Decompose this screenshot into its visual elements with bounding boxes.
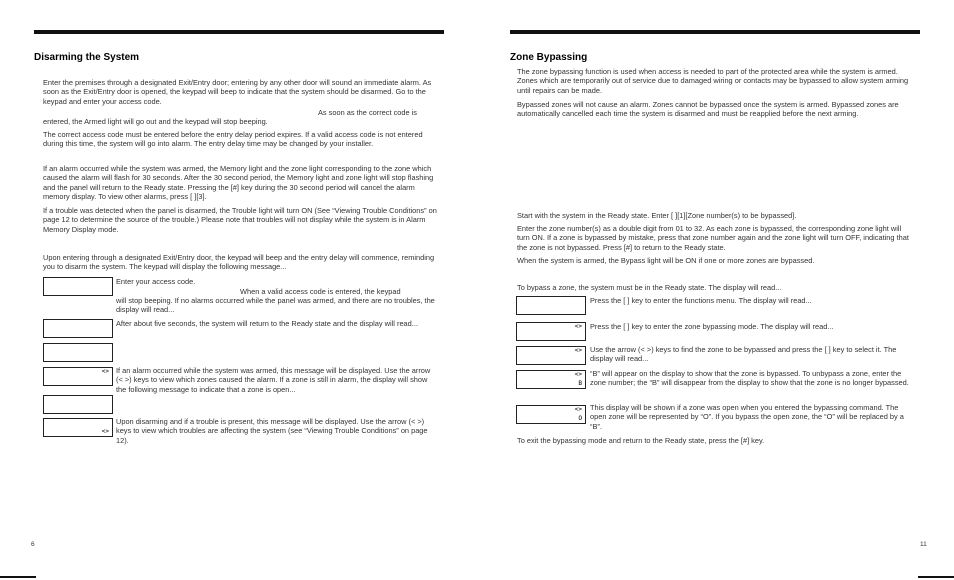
display-line [46,295,110,296]
display-line [519,388,583,389]
keypad-display [43,343,113,362]
open-flag: O [578,414,582,422]
display-line [46,385,110,386]
paragraph: If an alarm occurred while the system was armed, this message will be displayed. Use the arrow (< >) keys to view which zones caused the alarm. If a zone is still in alarm, the display will show the following message to indicate that a zone is open... [116,366,431,394]
paragraph: If a trouble was detected when the panel is disarmed, the Trouble light will turn ON (See “Viewing Trouble Conditions” on page 12 to determine the source of the trouble.) Please note that troubles will not display while the system is in Alarm Memory Display mode. [43,206,437,234]
paragraph: After about five seconds, the system will return to the Ready state and the display will read... [116,319,418,328]
page-number: 6 [31,541,35,548]
paragraph: To bypass a zone, the system must be in the Ready state. The display will read... [517,283,782,292]
paragraph: entered, the Armed light will go out and the keypad will stop beeping. [43,117,268,126]
keypad-display [516,370,586,389]
top-rule [34,30,444,34]
keypad-display [43,277,113,296]
page-number: 11 [920,541,927,548]
arrow-indicator: <> [574,406,582,413]
display-line [46,361,110,362]
keypad-display [516,296,586,315]
paragraph: Start with the system in the Ready state. Enter [ ][1][Zone number(s) to be bypassed]. [517,211,797,220]
display-line [519,364,583,365]
paragraph: Bypassed zones will not cause an alarm. Zones cannot be bypassed once the system is armed. Bypassed zones are automatically cancelled each time the system is disarmed and must be reapplied before the next arming. [517,100,899,119]
right-page [477,0,954,580]
keypad-display [43,418,113,437]
paragraph: If an alarm occurred while the system was armed, the Memory light and the zone light corresponding to the zone which caused the alarm will flash for 30 seconds. After the 30 second period, the Memory light and zone light will stop flashing and the panel will return to the Ready state. Pressing the [#] key during the 30 second period will cancel the alarm memory display. To view other alarms, press [ ][3]. [43,164,434,201]
top-rule [510,30,920,34]
paragraph: Upon disarming and if a trouble is present, this message will be displayed. Use the arrow (< >) keys to view which troubles are affecting the system (see “Viewing Trouble Conditions” on page 12). [116,417,428,445]
display-line [46,436,110,437]
keypad-display [43,367,113,386]
paragraph: This display will be shown if a zone was open when you entered the bypassing command. The open zone will be represented by “O”. If you bypass the open zone, the “O” will be replaced by a “B”. [590,403,904,431]
keypad-display [43,319,113,338]
display-line [46,337,110,338]
section-heading: Disarming the System [34,52,140,63]
arrow-indicator: <> [574,371,582,378]
paragraph: Use the arrow (< >) keys to find the zone to be bypassed and press the [ ] key to select it. The display will read... [590,345,897,364]
keypad-display [516,405,586,424]
display-line [519,340,583,341]
paragraph: When the system is armed, the Bypass light will be ON if one or more zones are bypassed. [517,256,815,265]
footer-rule [0,576,36,578]
keypad-display [516,322,586,341]
paragraph: “B” will appear on the display to show that the zone is bypassed. To unbypass a zone, enter the zone number; the “B” will disappear from the display to show that the zone is no longer bypassed. [590,369,909,388]
arrow-indicator: <> [101,427,109,435]
arrow-indicator: <> [574,323,582,330]
arrow-indicator: <> [574,347,582,354]
paragraph: Enter your access code. [116,277,196,286]
display-line [519,423,583,424]
section-heading: Zone Bypassing [510,52,588,63]
paragraph: Upon entering through a designated Exit/Entry door, the keypad will beep and the entry delay will commence, reminding you to disarm the system. The keypad will display the following message... [43,253,435,272]
footer-rule [918,576,954,578]
arrow-indicator: <> [101,368,109,375]
paragraph: Enter the zone number(s) as a double digit from 01 to 32. As each zone is bypassed, the corresponding zone light will turn ON. If a zone is bypassed by mistake, press that zone number again and the zone light will turn OFF, indicating that the zone is not bypassed. Press [#] to return to the Ready state. [517,224,909,252]
paragraph: The correct access code must be entered before the entry delay period expires. If a valid access code is not entered during this time, the system will go into alarm. The entry delay time may be changed by your installer. [43,130,423,149]
paragraph: The zone bypassing function is used when access is needed to part of the protected area while the system is armed. Zones which are temporarily out of service due to damaged wiring or contacts may be bypassed to allow system arming until repairs can be made. [517,67,909,95]
paragraph: As soon as the correct code is [318,108,418,117]
paragraph: Enter the premises through a designated Exit/Entry door; entering by any other door will sound an immediate alarm. As soon as the Exit/Entry door is opened, the keypad will beep to indicate that the system should be disarmed. Go to the keypad and enter your access code. [43,78,432,106]
paragraph: Press the [ ] key to enter the zone bypassing mode. The display will read... [590,322,834,331]
paragraph: Press the [ ] key to enter the functions menu. The display will read... [590,296,812,305]
display-line [519,314,583,315]
keypad-display [43,395,113,414]
paragraph: To exit the bypassing mode and return to the Ready state, press the [#] key. [517,436,765,445]
keypad-display [516,346,586,365]
display-line [46,413,110,414]
bypass-flag: B [578,379,582,387]
paragraph: When a valid access code is entered, the keypad [240,287,401,296]
paragraph: will stop beeping. If no alarms occurred while the panel was armed, and there are no troubles, the display will read... [116,296,435,315]
